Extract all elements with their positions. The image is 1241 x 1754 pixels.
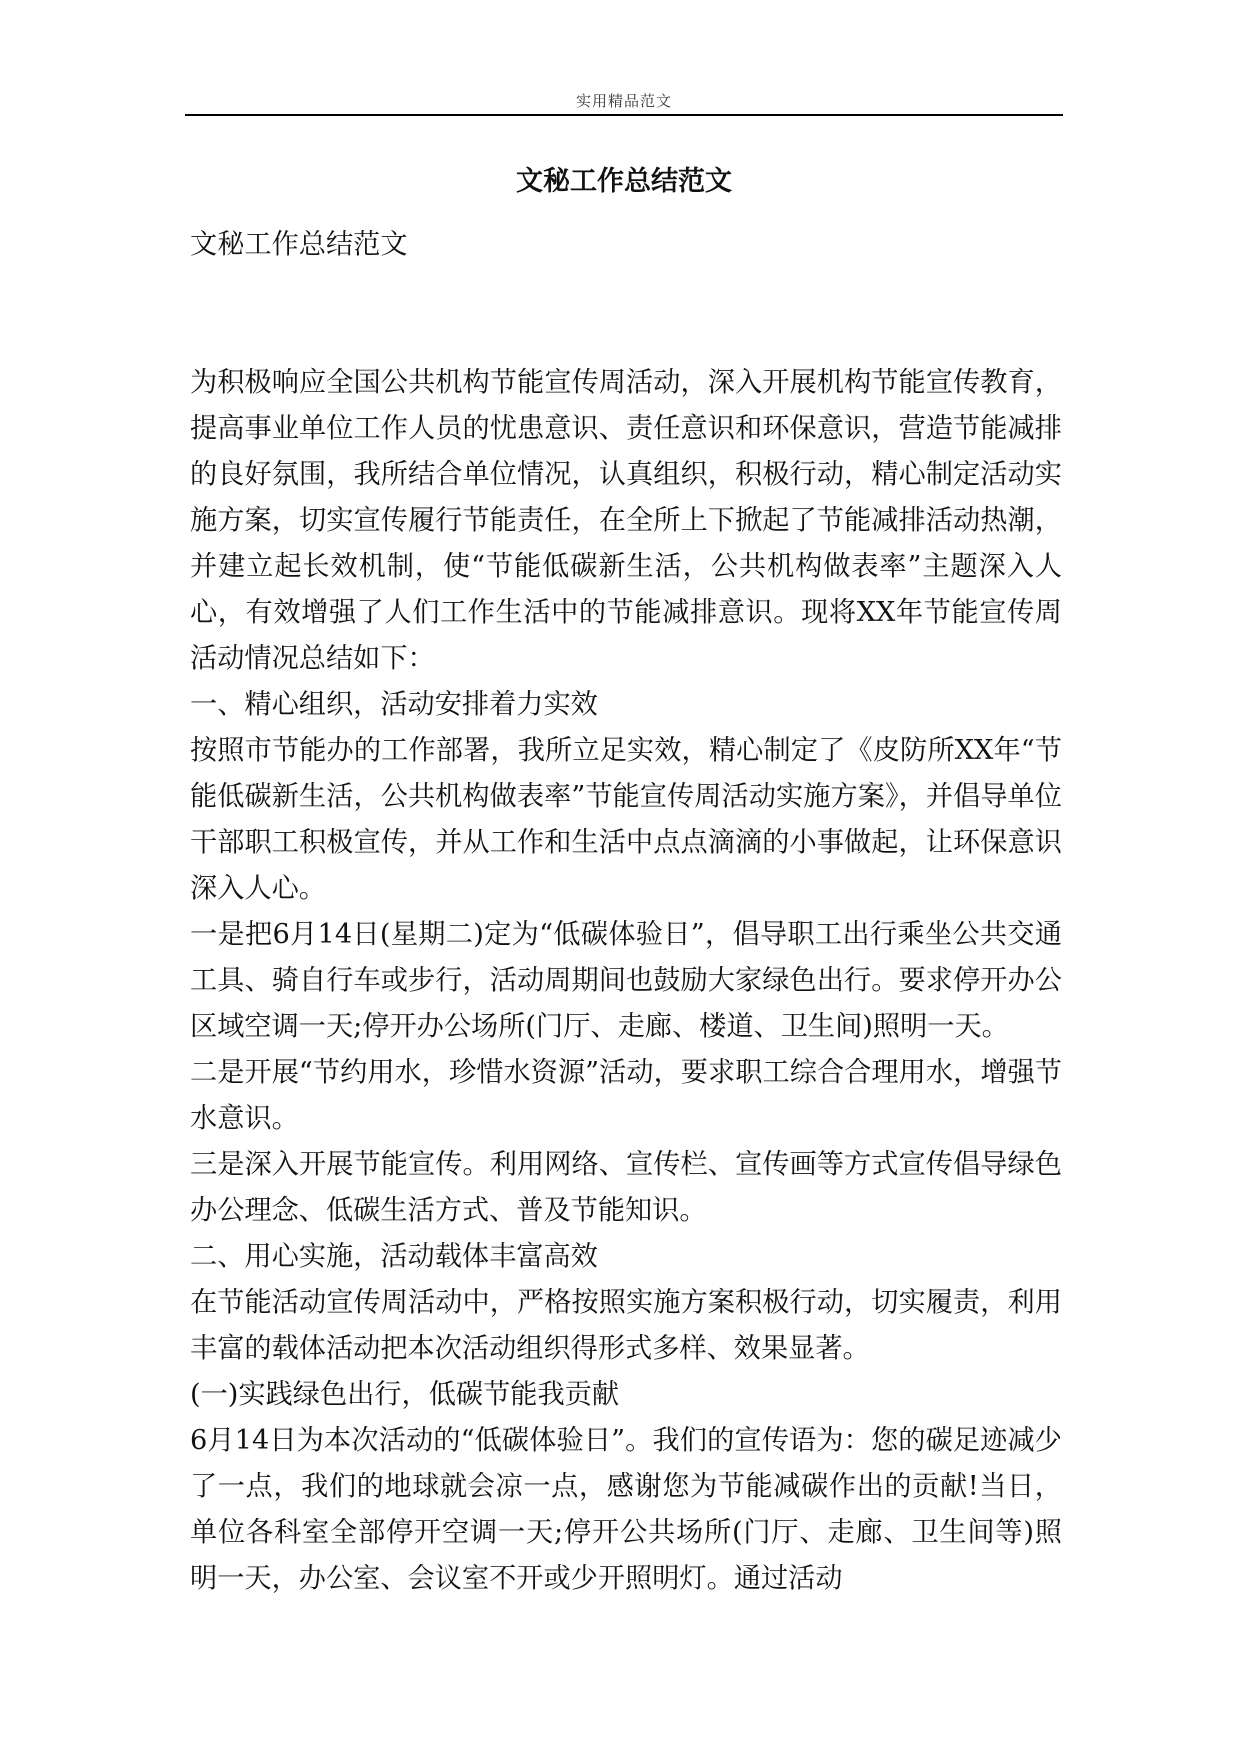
paragraph-implementation: 在节能活动宣传周活动中，严格按照实施方案积极行动，切实履责，利用丰富的载体活动把本次活动组织得形式多样、效果显著。: [190, 1287, 1062, 1364]
blank-line: [190, 268, 1062, 360]
running-header: 实用精品范文: [575, 92, 672, 110]
section-heading-2: 二、用心实施，活动载体丰富高效: [190, 1241, 598, 1272]
header-divider: [185, 114, 1063, 116]
subsection-heading-1: (一)实践绿色出行，低碳节能我贡献: [190, 1379, 620, 1410]
paragraph-item-1: 一是把6月14日(星期二)定为“低碳体验日”，倡导职工出行乘坐公共交通工具、骑自行车或步行，活动周期间也鼓励大家绿色出行。要求停开办公区域空调一天;停开办公场所(门厅、走廊、楼道、卫生间)照明一天。: [190, 919, 1062, 1042]
paragraph-item-3: 三是深入开展节能宣传。利用网络、宣传栏、宣传画等方式宣传倡导绿色办公理念、低碳生活方式、普及节能知识。: [190, 1149, 1062, 1226]
paragraph-item-2: 二是开展“节约用水，珍惜水资源”活动，要求职工综合合理用水，增强节水意识。: [190, 1057, 1062, 1134]
paragraph-deployment: 按照市节能办的工作部署，我所立足实效，精心制定了《皮防所XX年“节能低碳新生活，公共机构做表率”节能宣传周活动实施方案》，并倡导单位干部职工积极宣传，并从工作和生活中点点滴滴的小事做起，让环保意识深入人心。: [190, 735, 1062, 904]
paragraph-low-carbon-day: 6月14日为本次活动的“低碳体验日”。我们的宣传语为：您的碳足迹减少了一点，我们的地球就会凉一点，感谢您为节能减碳作出的贡献!当日，单位各科室全部停开空调一天;停开公共场所(门厅、走廊、卫生间等)照明一天，办公室、会议室不开或少开照明灯。通过活动: [190, 1425, 1062, 1594]
paragraph-intro: 为积极响应全国公共机构节能宣传周活动，深入开展机构节能宣传教育，提高事业单位工作人员的忧患意识、责任意识和环保意识，营造节能减排的良好氛围，我所结合单位情况，认真组织，积极行动，精心制定活动实施方案，切实宣传履行节能责任，在全所上下掀起了节能减排活动热潮，并建立起长效机制，使“节能低碳新生活，公共机构做表率”主题深入人心，有效增强了人们工作生活中的节能减排意识。现将XX年节能宣传周活动情况总结如下：: [190, 367, 1062, 674]
document-body: [190, 222, 1062, 1602]
document-subtitle: 文秘工作总结范文: [190, 229, 408, 260]
document-title: 文秘工作总结范文: [516, 166, 732, 197]
section-heading-1: 一、精心组织，活动安排着力实效: [190, 689, 598, 720]
